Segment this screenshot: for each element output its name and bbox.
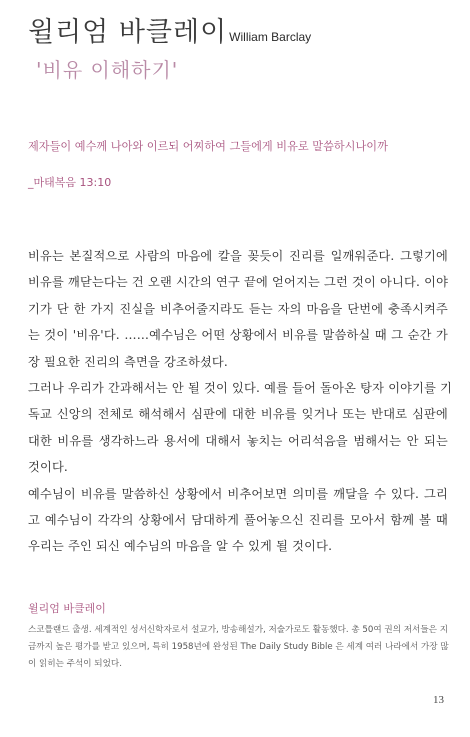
- body-line: 고 예수님이 각각의 상황에서 담대하게 풀어놓으신 진리를 모아서 함께 볼 때: [28, 512, 448, 527]
- bio-line: 금까지 높은 평가를 받고 있으며, 특히 1958년에 완성된 The Daily Study Bible 은 세계 여러 나라에서 가장 많: [28, 642, 449, 652]
- bio-line: 스코틀랜드 출생. 세계적인 성서신학자로서 설교가, 방송해설가, 저술가로도 활동했다. 총 50여 권의 저서들은 지: [28, 625, 448, 635]
- body-line: 것이다.: [28, 460, 68, 475]
- epigraph-verse: 제자들이 예수께 나아와 이르되 어찌하여 그들에게 비유로 말씀하시나이까: [28, 140, 388, 153]
- epigraph-reference: _마태복음 13:10: [28, 176, 112, 189]
- author-bio: [28, 600, 448, 673]
- bio-title: 윌리엄 바클레이: [28, 602, 106, 615]
- author-name-korean: 윌리엄 바클레이: [28, 17, 228, 48]
- body-line: 기가 단 한 가지 진실을 비추어줄지라도 듣는 자의 마음을 단번에 충족시켜주: [28, 301, 448, 316]
- body-line: 예수님이 비유를 말씀하신 상황에서 비추어보면 의미를 깨달을 수 있다. 그리: [28, 486, 448, 501]
- body-line: 대한 비유를 생각하느라 용서에 대해서 놓치는 어리석음을 범해서는 안 되는: [28, 433, 448, 448]
- body-line: 는 것이 '비유'다. ……예수님은 어떤 상황에서 비유를 말씀하실 때 그 순간 가: [28, 328, 448, 343]
- author-name-english: William Barclay: [229, 30, 312, 44]
- body-line: 비유는 본질적으로 사람의 마음에 칼을 꽂듯이 진리를 일깨워준다. 그렇기에: [28, 249, 448, 263]
- bio-line: 이 읽히는 주석이 되었다.: [28, 659, 122, 669]
- body-text: [28, 243, 453, 560]
- author-heading: [28, 10, 311, 49]
- page-number: 13: [433, 694, 444, 706]
- body-line: 그러나 우리가 간과해서는 안 될 것이 있다. 예를 들어 돌아온 탕자 이야기를 기: [28, 380, 453, 395]
- section-subtitle: '비유 이해하기': [36, 58, 179, 82]
- body-line: 독교 신앙의 전체로 해석해서 심판에 대한 비유를 잊거나 또는 반대로 심판에: [28, 407, 448, 422]
- body-line: 우리는 주인 되신 예수님의 마음을 알 수 있게 될 것이다.: [28, 539, 333, 554]
- body-line: 장 필요한 진리의 측면을 강조하셨다.: [28, 354, 228, 369]
- body-line: 비유를 깨닫는다는 건 오랜 시간의 연구 끝에 얻어지는 그런 것이 아니다. 이야: [28, 275, 449, 290]
